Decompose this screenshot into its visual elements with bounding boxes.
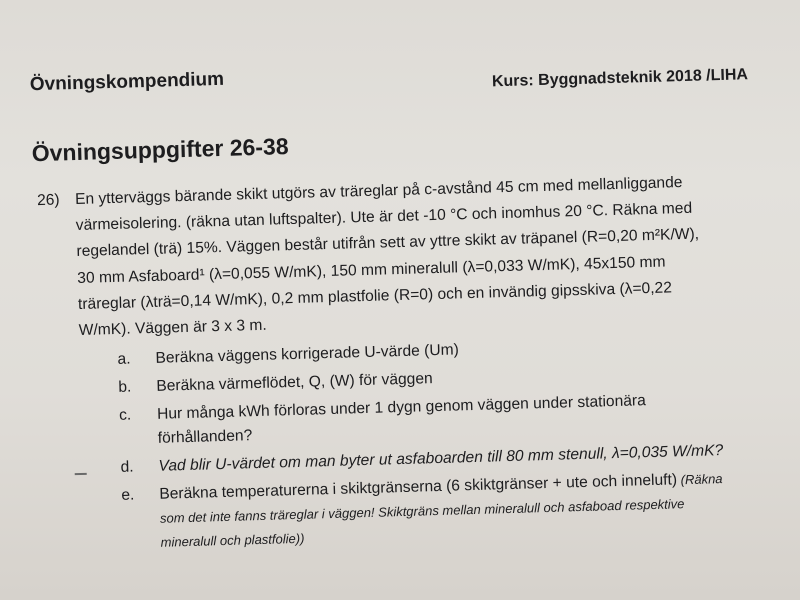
course-label: Kurs: Byggnadsteknik 2018 /LIHA — [491, 66, 749, 91]
problem-line: 30 mm Asfaboard¹ (λ=0,055 W/mK), 150 mm mineralull (λ=0,033 W/mK), 45x150 mm — [77, 253, 666, 287]
problem-line: W/mK). Väggen är 3 x 3 m. — [78, 316, 267, 339]
problem-line: regelandel (trä) 15%. Väggen består utifrån sett av yttre skikt av träpanel (R=0,20 m²K/W), — [76, 226, 700, 261]
question-note-cont: som det inte fanns träreglar i väggen! Skiktgräns mellan mineralull och asfaboad respektive — [159, 496, 685, 526]
question-note: (Räkna — [676, 471, 723, 488]
question-text: Vad blir U-värdet om man byter ut asfaboarden till 80 mm stenull, λ=0,035 W/mK? — [158, 442, 724, 475]
sub-questions — [117, 329, 783, 559]
question-label: e. — [121, 486, 135, 504]
margin-mark — [75, 473, 87, 475]
header-title: Övningskompendium — [29, 68, 225, 96]
question-text: Beräkna värmeflödet, Q, (W) för väggen — [156, 370, 433, 395]
question-text-main: Beräkna temperaturerna i skiktgränserna (6 skiktgränser + ute och inneluft) — [159, 471, 678, 503]
problem-line: En ytterväggs bärande skikt utgörs av träreglar på c-avstånd 45 cm med mellanliggande — [74, 174, 683, 209]
question-text-cont: förhållanden? — [157, 427, 253, 447]
question-text: Beräkna väggens korrigerade U-värde (Um) — [155, 341, 459, 367]
question-text: Hur många kWh förloras under 1 dygn genom väggen under stationära — [156, 392, 647, 423]
question-label: b. — [118, 378, 132, 396]
question-label: a. — [117, 350, 131, 368]
problem-text — [75, 168, 766, 344]
problem-line: träreglar (λträ=0,14 W/mK), 0,2 mm plastfolie (R=0) och en invändig gipsskiva (λ=0,22 — [77, 279, 673, 313]
question-label: d. — [120, 458, 134, 476]
question-note-end: mineralull och plastfolie)) — [160, 530, 305, 550]
question-label: c. — [118, 406, 132, 424]
problem-line: värmeisolering. (räkna utan luftspalter). Ute är det -10 °C och inomhus 20 °C. Räkna med — [75, 200, 693, 235]
section-title: Övningsuppgifter 26-38 — [31, 133, 289, 167]
problem-26 — [37, 168, 766, 345]
question-e — [121, 465, 783, 555]
problem-number: 26) — [36, 191, 60, 210]
